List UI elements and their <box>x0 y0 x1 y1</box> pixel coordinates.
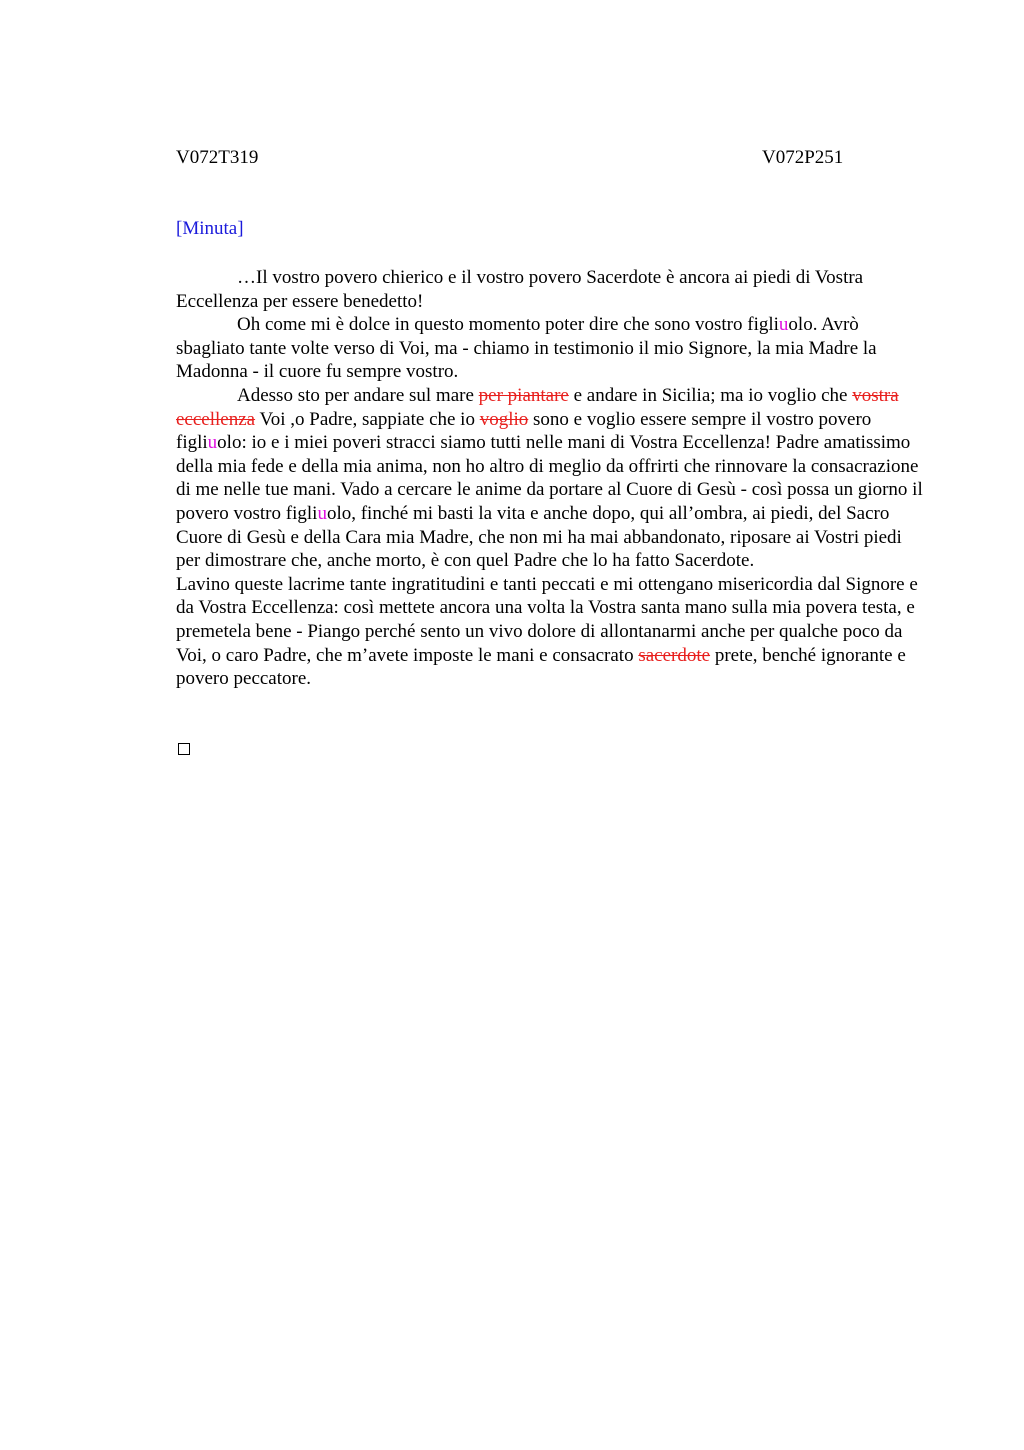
paragraph-1 <box>176 266 926 313</box>
section-label-minuta: [Minuta] <box>176 218 244 239</box>
text-run: Adesso sto per andare sul mare <box>237 384 479 406</box>
inserted-letter: u <box>207 432 218 454</box>
document-code-left: V072T319 <box>176 147 259 168</box>
paragraph-4 <box>176 573 926 691</box>
text-run: Oh come mi è dolce in questo momento poter dire che sono vostro figli <box>237 314 779 336</box>
paragraph-3 <box>176 384 926 573</box>
document-code-right: V072P251 <box>762 147 844 168</box>
empty-square-icon <box>178 743 190 755</box>
text-run: e andare in Sicilia; ma io voglio che <box>568 384 853 406</box>
deleted-text: vostra eccellenza <box>176 384 899 430</box>
paragraph-1-text: …Il vostro povero chierico e il vostro povero Sacerdote è ancora ai piedi di Vostra Eccellenza per essere benedetto! <box>176 267 864 312</box>
text-run: Voi ,o Padre, sappiate che io <box>255 408 480 430</box>
text-run: olo, finché mi basti la vita e anche dopo, qui all’ombra, ai piedi, del Sacro Cuore di Gesù e della Cara mia Madre, che non mi ha mai abbandonato, riposare ai Vostri piedi per dimostrare che, anche morto, è con quel Padre che lo ha fatto Sacerdote. <box>176 502 902 572</box>
text-run: Lavino queste lacrime tante ingratitudini e tanti peccati e mi ottengano misericordia dal Signore e da Vostra Eccellenza: così mettete ancora una volta la Vostra santa mano sulla mia povera testa, e premetela bene - Piango perché sento un vivo dolore di allontanarmi anche per qualche poco da Voi, o caro Padre, che m’avete imposte le mani e consacrato <box>176 573 918 666</box>
deleted-text: per piantare <box>478 384 569 406</box>
deleted-text: sacerdote <box>638 644 711 666</box>
text-run: sono e voglio essere sempre il vostro povero figli <box>176 408 872 454</box>
deleted-text: voglio <box>479 408 529 430</box>
inserted-letter: u <box>317 502 327 524</box>
paragraph-2 <box>176 313 926 384</box>
text-run: olo. Avrò sbagliato tante volte verso di Voi, ma - chiamo in testimonio il mio Signore, la mia Madre la Madonna - il cuore fu sempre vostro. <box>176 314 877 383</box>
letter-body <box>176 266 926 691</box>
inserted-letter: u <box>778 314 789 336</box>
text-run: prete, benché ignorante e povero peccatore. <box>176 644 906 690</box>
text-run: olo: io e i miei poveri stracci siamo tutti nelle mani di Vostra Eccellenza! Padre amatissimo della mia fede e della mia anima, non ho altro di meglio da offrirti che rinnovare la consacrazione di me nelle tue mani. Vado a cercare le anime da portare al Cuore di Gesù - così possa un giorno il povero vostro figli <box>176 432 923 524</box>
